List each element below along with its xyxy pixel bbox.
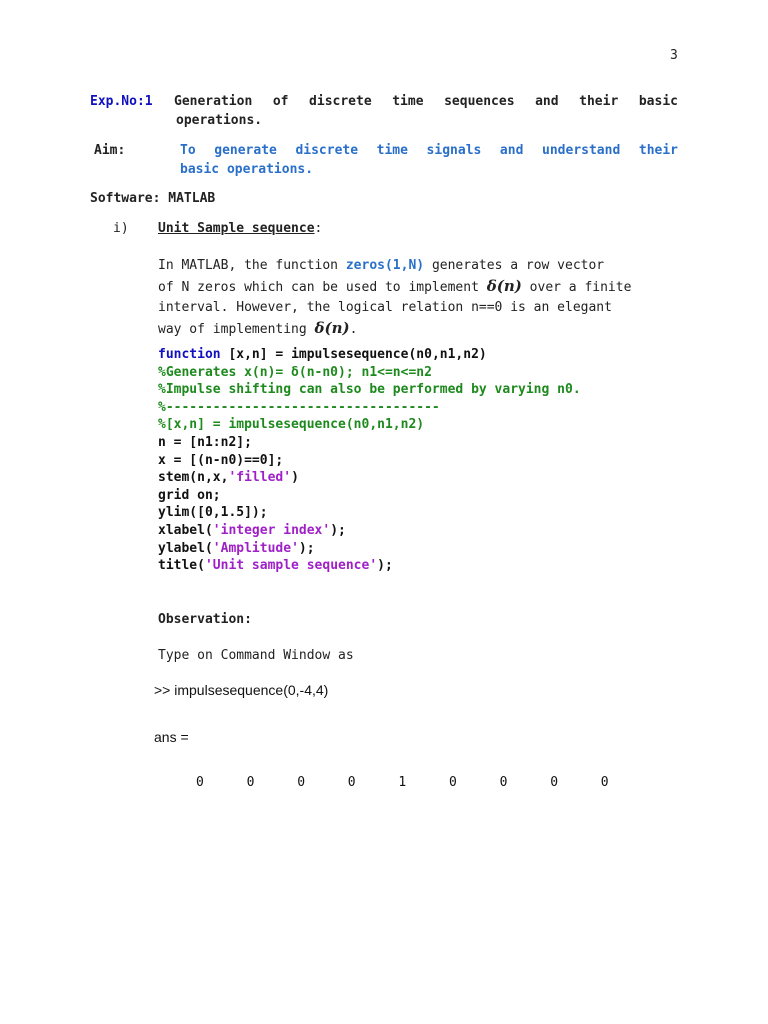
code-comment: %Impulse shifting can also be performed by varying n0.: [158, 382, 581, 398]
intro-line-4: [158, 318, 678, 340]
ans-value: 0: [297, 775, 306, 790]
observation-instruction: Type on Command Window as: [158, 648, 354, 663]
ans-value: 0: [499, 775, 508, 790]
intro-text: way of implementing: [158, 322, 315, 337]
ans-value: 0: [196, 775, 204, 790]
code-text: stem(n,x,: [158, 470, 229, 486]
aim-line2: basic operations.: [180, 162, 314, 177]
math-delta-n: δ(n): [314, 319, 350, 337]
code-text: ): [291, 470, 299, 486]
code-line-stem: [158, 469, 581, 487]
code-text: );: [298, 540, 315, 556]
ans-value: 0: [600, 775, 609, 790]
code-text: title(: [158, 558, 205, 574]
aim-label: Aim:: [94, 143, 126, 158]
intro-line-3: interval. However, the logical relation n==0 is an elegant: [158, 300, 612, 315]
aim-line1: To generate discrete time signals and understand their: [180, 143, 678, 158]
exp-label: Exp.No:1: [90, 94, 153, 109]
code-comment: %Generates x(n)= δ(n-n0); n1<=n<=n2: [158, 364, 432, 380]
command-line: >> impulsesequence(0,-4,4): [154, 682, 329, 698]
section-heading: [158, 221, 322, 236]
ans-values-row: [150, 775, 620, 793]
intro-text: In MATLAB, the function: [158, 258, 346, 273]
ans-value: 1: [398, 775, 407, 790]
code-text: );: [330, 522, 346, 538]
code-line-ylabel: [158, 540, 581, 558]
ans-label: ans =: [154, 729, 189, 745]
page-number: 3: [670, 48, 678, 63]
code-string: 'Amplitude': [212, 540, 299, 556]
code-comment: %[x,n] = impulsesequence(n0,n1,n2): [158, 417, 425, 433]
code-block: [158, 346, 581, 575]
exp-title-line1: Generation of discrete time sequences and their basic: [174, 94, 678, 109]
intro-line-2: [158, 276, 678, 298]
code-string: 'integer index': [212, 522, 331, 538]
code-line-function: [158, 346, 581, 364]
observation-heading: Observation:: [158, 612, 252, 627]
code-text: xlabel(: [158, 522, 213, 538]
code-line: x = [(n-n0)==0];: [158, 452, 284, 468]
code-string: 'filled': [228, 470, 292, 486]
code-line: grid on;: [158, 487, 221, 503]
inline-code-zeros: zeros(1,N): [345, 258, 425, 273]
software-line: Software: MATLAB: [90, 191, 216, 206]
code-line: ylim([0,1.5]);: [158, 505, 268, 521]
section-title: Unit Sample sequence: [158, 221, 315, 236]
code-line-xlabel: [158, 522, 581, 540]
code-text: ylabel(: [158, 540, 213, 556]
code-line-title: [158, 557, 581, 575]
section-number: i): [113, 221, 129, 236]
ans-value: 0: [246, 775, 255, 790]
code-text: );: [377, 558, 393, 574]
math-delta-n: δ(n): [486, 277, 522, 295]
section-colon: :: [314, 221, 323, 236]
intro-text: generates a row vector: [424, 258, 605, 273]
intro-text: of N zeros which can be used to implement: [158, 280, 487, 295]
intro-text: over a finite: [521, 280, 632, 295]
code-line: n = [n1:n2];: [158, 434, 252, 450]
ans-value: 0: [550, 775, 559, 790]
code-comment: %-----------------------------------: [158, 399, 440, 415]
ans-value: 0: [347, 775, 356, 790]
code-text: [x,n] = impulsesequence(n0,n1,n2): [220, 347, 487, 362]
code-string: 'Unit sample sequence': [204, 558, 378, 574]
ans-value: 0: [449, 775, 457, 790]
intro-line-1: [158, 256, 678, 276]
code-keyword: function: [158, 347, 221, 362]
intro-text: .: [349, 322, 358, 337]
intro-paragraph: [158, 256, 678, 340]
exp-title-line2: operations.: [176, 113, 263, 128]
